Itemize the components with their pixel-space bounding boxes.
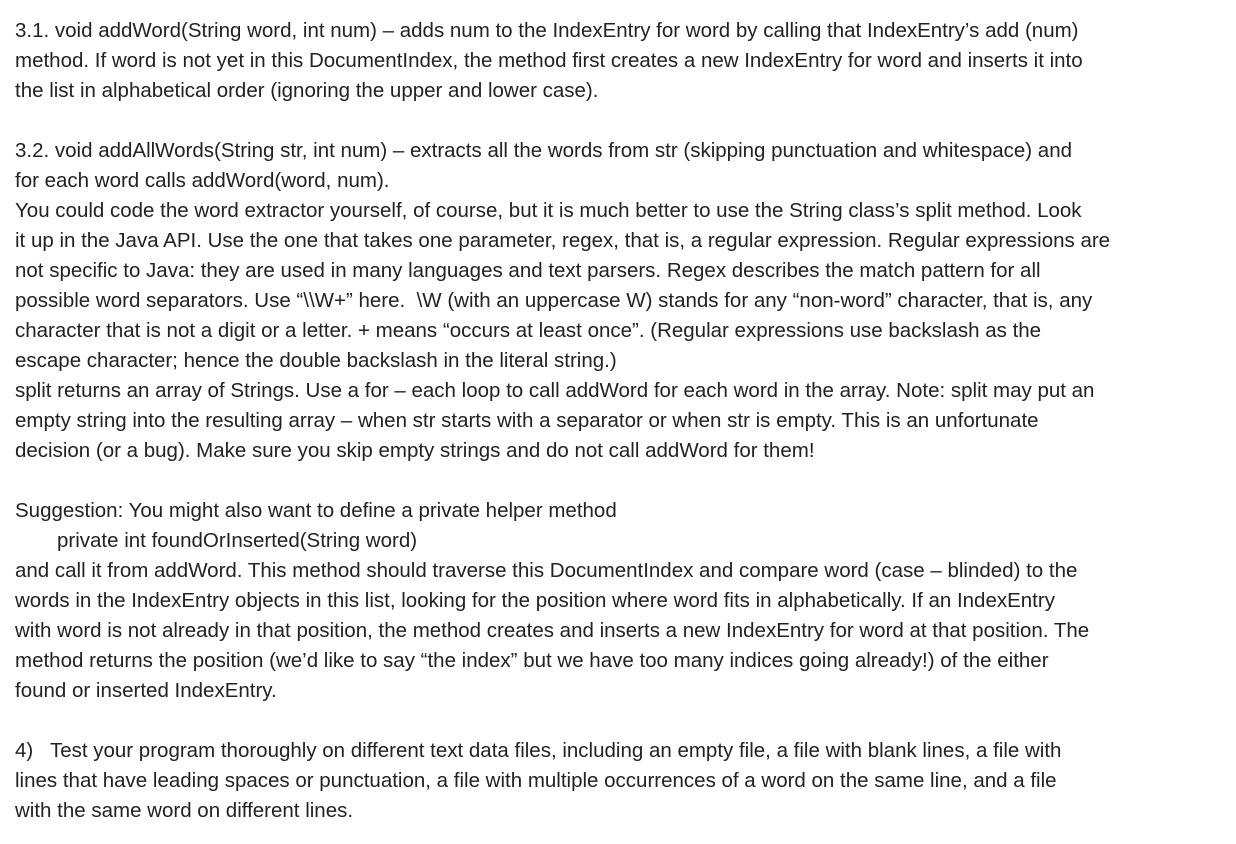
- paragraph-line: and call it from addWord. This method should traverse this DocumentIndex and compare word (case – blinded) to the: [15, 559, 1078, 582]
- paragraph-line: not specific to Java: they are used in many languages and text parsers. Regex describes the match pattern for all: [15, 259, 1041, 282]
- blank-line: [15, 106, 1215, 136]
- paragraph-line: it up in the Java API. Use the one that takes one parameter, regex, that is, a regular expression. Regular expressions are: [15, 229, 1111, 252]
- document-body: [15, 16, 1215, 826]
- method-signature: private int foundOrInserted(String word): [57, 529, 418, 552]
- paragraph-line: the list in alphabetical order (ignoring the upper and lower case).: [15, 79, 599, 102]
- blank-line: [15, 706, 1215, 736]
- paragraph-line: possible word separators. Use “\\W+” here. \W (with an uppercase W) stands for any “non-word” character, that is, any: [15, 289, 1093, 312]
- suggestion-section: [15, 496, 1215, 706]
- paragraph-line: lines that have leading spaces or punctuation, a file with multiple occurrences of a word on the same line, and a file: [15, 769, 1057, 792]
- paragraph-line: character that is not a digit or a letter. + means “occurs at least once”. (Regular expressions use backslash as the: [15, 319, 1042, 342]
- suggestion-intro: Suggestion: You might also want to define a private helper method: [15, 499, 617, 522]
- section-3-2: [15, 136, 1215, 466]
- blank-line: [15, 466, 1215, 496]
- paragraph-line: decision (or a bug). Make sure you skip empty strings and do not call addWord for them!: [15, 439, 815, 462]
- paragraph-line: found or inserted IndexEntry.: [15, 679, 277, 702]
- paragraph-line: You could code the word extractor yourself, of course, but it is much better to use the String class’s split method. Look: [15, 199, 1082, 222]
- paragraph-line: split returns an array of Strings. Use a for – each loop to call addWord for each word in the array. Note: split may put an: [15, 379, 1095, 402]
- paragraph-line: escape character; hence the double backslash in the literal string.): [15, 349, 617, 372]
- paragraph-line: with the same word on different lines.: [15, 799, 354, 822]
- paragraph-line: empty string into the resulting array – when str starts with a separator or when str is empty. This is an unfortunate: [15, 409, 1039, 432]
- paragraph-line: method returns the position (we’d like to say “the index” but we have too many indices going already!) of the either: [15, 649, 1049, 672]
- paragraph-line: 4) Test your program thoroughly on different text data files, including an empty file, a file with blank lines, a file with: [15, 739, 1062, 762]
- paragraph-line: 3.2. void addAllWords(String str, int num) – extracts all the words from str (skipping punctuation and whitespace) and: [15, 139, 1073, 162]
- paragraph-line: with word is not already in that position, the method creates and inserts a new IndexEntry for word at that position. The: [15, 619, 1090, 642]
- paragraph-line: method. If word is not yet in this DocumentIndex, the method first creates a new IndexEntry for word and inserts it into: [15, 49, 1083, 72]
- paragraph-line: for each word calls addWord(word, num).: [15, 169, 390, 192]
- paragraph-line: 3.1. void addWord(String word, int num) – adds num to the IndexEntry for word by calling that IndexEntry’s add (num): [15, 19, 1079, 42]
- section-4: [15, 736, 1215, 826]
- section-3-1: [15, 16, 1215, 106]
- paragraph-line: words in the IndexEntry objects in this list, looking for the position where word fits in alphabetically. If an IndexEntry: [15, 589, 1055, 612]
